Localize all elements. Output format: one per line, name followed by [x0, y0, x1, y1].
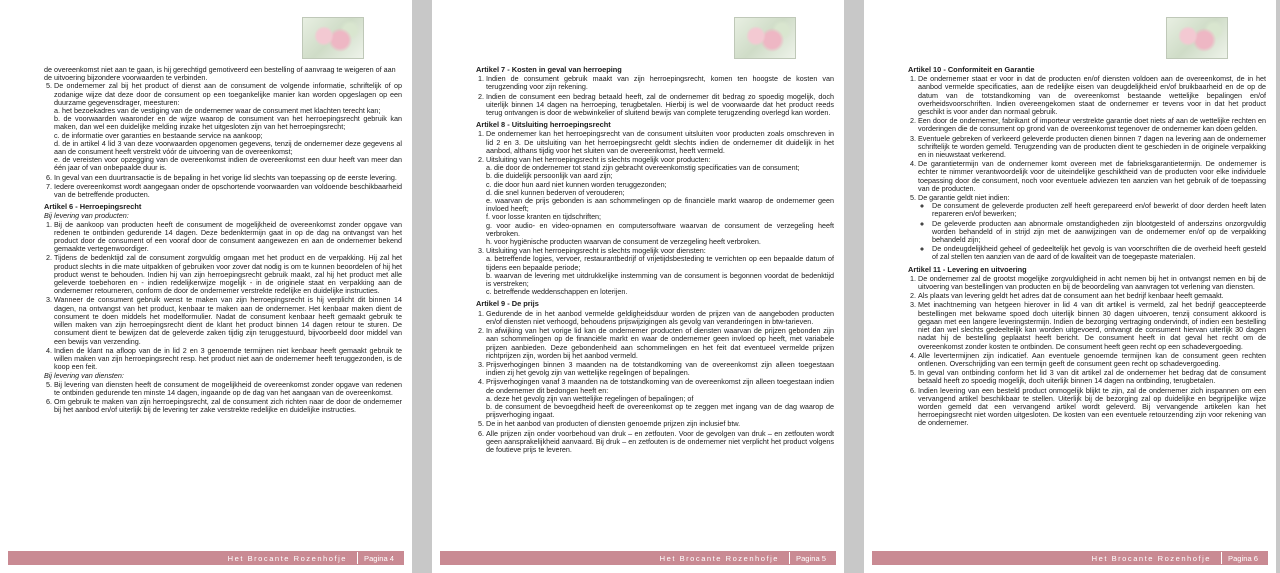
list-item: 2. Uitsluiting van het herroepingsrecht is slechts mogelijk voor producten: a. die door de ondernemer tot stand zijn gebracht overeenkomstig specificaties van de consument; b. die duidelijk persoonlijk van aard zijn; c. die door hun aard niet kunnen worden teruggezonden; d. die snel kunnen bederven of verouderen; e. waarvan de prijs gebonden is aan schommelingen op de financiële markt waarop de ondernemer geen invloed heeft; f. voor losse kranten en tijdschriften; g. voor audio- en video-opnamen en computersoftware waarvan de consument de verzegeling heeft verbroken. h. voor hygiënische producten waarvan de consument de verzegeling heeft verbroken.: [486, 156, 834, 246]
list-item: 3. Eventuele gebreken of verkeerd geleverde producten dienen binnen 7 dagen na levering aan de ondernemer schriftelijk te worden gemeld. Terugzending van de producten dient te geschieden in de originele verpakking en in nieuwstaat verkerend.: [918, 135, 1266, 160]
list-item: 2. Als plaats van levering geldt het adres dat de consument aan het bedrijf kenbaar heeft gemaakt.: [918, 292, 1266, 300]
document-page-5: [432, 0, 844, 573]
list-item: 5. De garantie geldt niet indien: ◦ De consument de geleverde producten zelf heeft gerepareerd en/of bewerkt of door derden heeft laten repareren en/of bewerken; ◦ De geleverde producten aan abnormale omstandigheden zijn blootgesteld of anderszins onzorgvuldig worden behandeld of in strijd zijn met de aanwijzingen van de ondernemer en/of op de verpakking behandeld zijn; ◦ De ondeugdelijkheid geheel of gedeeltelijk het gevolg is van voorschriften die de overheid heeft gesteld of zal stellen ten aanzien van de aard of de kwaliteit van de toegepaste materialen.: [918, 194, 1266, 262]
list-item: 1. Gedurende de in het aanbod vermelde geldigheidsduur worden de prijzen van de aangeboden producten en/of diensten niet verhoogd, behoudens prijswijzigingen als gevolg van veranderingen in btw-tarieven.: [486, 310, 834, 326]
list-item: 7. Iedere overeenkomst wordt aangegaan onder de opschortende voorwaarden van voldoende beschikbaarheid van de betreffende producten.: [54, 183, 402, 199]
article-heading: Artikel 6 - Herroepingsrecht: [44, 202, 142, 212]
list-item: 5. Bij levering van diensten heeft de consument de mogelijkheid de overeenkomst zonder opgave van redenen te ontbinden gedurende ten minste 14 dagen, ingaande op de dag van het aangaan van de overeenkomst.: [54, 381, 402, 397]
list-item: 6. In geval van een duurtransactie is de bepaling in het vorige lid slechts van toepassing op de eerste levering.: [54, 174, 402, 182]
list-item: 4. Prijsverhogingen vanaf 3 maanden na de totstandkoming van de overeenkomst zijn alleen toegestaan indien de ondernemer dit bedongen heeft en: a. deze het gevolg zijn van wettelijke regelingen of bepalingen; of b. de consument de bevoegdheid heeft de overeenkomst op te zeggen met ingang van de dag waarop de prijsverhoging ingaat.: [486, 378, 834, 419]
list-item: 4. Alle levertermijnen zijn indicatief. Aan eventuele genoemde termijnen kan de consument geen rechten ontlenen. Overschrijding van een termijn geeft de consument geen recht op schadevergoeding.: [918, 352, 1266, 368]
bullet-list: [918, 202, 1266, 261]
page-content: [44, 66, 402, 415]
article-heading: Artikel 10 - Conformiteit en Garantie: [908, 65, 1035, 74]
list-item: 1. De ondernemer staat er voor in dat de producten en/of diensten voldoen aan de overeenkomst, de in het aanbod vermelde specificaties, aan de redelijke eisen van deugdelijkheid en/of bruikbaarheid en de op de datum van de totstandkoming van de overeenkomst bestaande wettelijke bepalingen en/of overheidsvoorschriften. Indien overeengekomen staat de ondernemer er tevens voor in dat het product geschikt is voor ander dan normaal gebruik.: [918, 75, 1266, 116]
footer-company: Het Brocante Rozenhofje: [227, 553, 348, 563]
header-rose-image: [1166, 17, 1228, 59]
page-number: Pagina 6: [1228, 553, 1258, 563]
numbered-list: [476, 130, 834, 296]
list-item: 4. Indien de klant na afloop van de in lid 2 en 3 genoemde termijnen niet kenbaar heeft gemaakt gebruik te willen maken van zijn herroepingsrecht resp. het product niet aan de ondernemer heeft teruggezonden, is de koop een feit.: [54, 347, 402, 372]
list-item: ◦ De ondeugdelijkheid geheel of gedeeltelijk het gevolg is van voorschriften die de overheid heeft gesteld of zal stellen ten aanzien van de aard of de kwaliteit van de toegepaste materialen.: [932, 245, 1266, 261]
list-item: 1. De ondernemer zal de grootst mogelijke zorgvuldigheid in acht nemen bij het in ontvangst nemen en bij de uitvoering van bestellingen van producten en bij de beoordeling van aanvragen tot verlening van diensten.: [918, 275, 1266, 291]
article-heading: Artikel 7 - Kosten in geval van herroeping: [476, 65, 622, 74]
list-item: 1. De ondernemer kan het herroepingsrecht van de consument uitsluiten voor producten zoals omschreven in lid 2 en 3. De uitsluiting van het herroepingsrecht geldt slechts indien de ondernemer dit duidelijk in het aanbod, althans tijdig voor het sluiten van de overeenkomst, heeft vermeld.: [486, 130, 834, 155]
footer-company: Het Brocante Rozenhofje: [1091, 553, 1212, 563]
page-content: [908, 66, 1266, 429]
page-footer: [872, 551, 1268, 565]
document-page-6: [864, 0, 1276, 573]
list-item: 2. Indien de consument een bedrag betaald heeft, zal de ondernemer dit bedrag zo spoedig mogelijk, doch uiterlijk binnen 14 dagen na herroeping, terugbetalen. Hierbij is wel de voorwaarde dat het product reeds terug ontvangen is door de webwinkelier of sluitend bewijs van complete terugzending overlegd kan worden.: [486, 93, 834, 118]
footer-company: Het Brocante Rozenhofje: [659, 553, 780, 563]
list-item: 1. Bij de aankoop van producten heeft de consument de mogelijkheid de overeenkomst zonder opgave van redenen te ontbinden gedurende 14 dagen. Deze bedenktermijn gaat in op de dag na ontvangst van het product door de consument of een vooraf door de consument aangewezen en aan de ondernemer bekend gemaakte vertegenwoordiger.: [54, 221, 402, 254]
article-heading: Artikel 9 - De prijs: [476, 299, 539, 309]
list-item: 5. De ondernemer zal bij het product of dienst aan de consument de volgende informatie, schriftelijk of op zodanige wijze dat deze door de consument op een toegankelijke manier kan worden opgeslagen op een duurzame gegevensdrager, meesturen: a. het bezoekadres van de vestiging van de ondernemer waar de consument met klachten terecht kan; b. de voorwaarden waaronder en de wijze waarop de consument van het herroepingsrecht gebruik kan maken, dan wel een duidelijke melding inzake het uitgesloten zijn van het herroepingsrecht; c. de informatie over garanties en bestaande service na aankoop; d. de in artikel 4 lid 3 van deze voorwaarden opgenomen gegevens, tenzij de ondernemer deze gegevens al aan de consument heeft verstrekt vóór de uitvoering van de overeenkomst; e. de vereisten voor opzegging van de overeenkomst indien de overeenkomst een duur heeft van meer dan één jaar of van onbepaalde duur is.: [54, 82, 402, 172]
numbered-list: [908, 75, 1266, 261]
numbered-list: [44, 381, 402, 415]
list-item: ◦ De geleverde producten aan abnormale omstandigheden zijn blootgesteld of anderszins onzorgvuldig worden behandeld of in strijd zijn met de aanwijzingen van de ondernemer en/of op de verpakking behandeld zijn;: [932, 220, 1266, 245]
page-number: Pagina 4: [364, 553, 394, 563]
numbered-list: [908, 275, 1266, 428]
article-heading: Artikel 8 - Uitsluiting herroepingsrecht: [476, 120, 611, 130]
document-page-4: [0, 0, 412, 573]
list-item: 6. Indien levering van een besteld product onmogelijk blijkt te zijn, zal de ondernemer zich inspannen om een vervangend artikel beschikbaar te stellen. Uiterlijk bij de bezorging zal op duidelijke en begrijpelijke wijze worden gemeld dat een vervangend artikel wordt geleverd. Bij vervangende artikelen kan het herroepingsrecht niet worden uitgesloten. De kosten van een eventuele retourzending zijn voor rekening van de ondernemer.: [918, 387, 1266, 428]
list-item: ◦ De consument de geleverde producten zelf heeft gerepareerd en/of bewerkt of door derden heeft laten repareren en/of bewerken;: [932, 202, 1266, 218]
list-item: 3. Met inachtneming van hetgeen hierover in lid 4 van dit artikel is vermeld, zal het bedrijf geaccepteerde bestellingen met bekwame spoed doch uiterlijk binnen 30 dagen uitvoeren, tenzij consument akkoord is gegaan met een langere leveringstermijn. Indien de bezorging vertraging ondervindt, of indien een bestelling niet dan wel slechts gedeeltelijk kan worden uitgevoerd, ontvangt de consument hiervan uiterlijk 30 dagen nadat hij de bestelling geplaatst heeft bericht. De consument heeft in dat geval het recht om de overeenkomst zonder kosten te ontbinden. De consument heeft geen recht op een schadevergoeding.: [918, 301, 1266, 350]
page-footer: [8, 551, 404, 565]
list-item: 6. Alle prijzen zijn onder voorbehoud van druk – en zetfouten. Voor de gevolgen van druk – en zetfouten wordt geen aansprakelijkheid aanvaard. Bij druk – en zetfouten is de ondernemer niet verplicht het product volgens de foutieve prijs te leveren.: [486, 430, 834, 455]
subheading: Bij levering van diensten:: [44, 371, 124, 381]
numbered-list: [476, 310, 834, 454]
list-item: 3. Prijsverhogingen binnen 3 maanden na de totstandkoming van de overeenkomst zijn alleen toegestaan indien zij het gevolg zijn van wettelijke regelingen of bepalingen.: [486, 361, 834, 377]
subheading: Bij levering van producten:: [44, 211, 129, 221]
page-content: [476, 66, 834, 455]
numbered-list: [476, 75, 834, 117]
article-heading: Artikel 11 - Levering en uitvoering: [908, 264, 1027, 274]
list-item: 2. Tijdens de bedenktijd zal de consument zorgvuldig omgaan met het product en de verpakking. Hij zal het product slechts in die mate uitpakken of gebruiken voor zover dat nodig is om te kunnen beoordelen of hij het product wenst te behouden. Indien hij van zijn herroepingsrecht gebruik maakt, zal hij het product met alle geleverde toebehoren en - indien redelijkerwijze mogelijk - in de originele staat en verpakking aan de ondernemer retourneren, conform de door de ondernemer verstrekte redelijke en duidelijke instructies.: [54, 254, 402, 295]
list-item: 2. In afwijking van het vorige lid kan de ondernemer producten of diensten waarvan de prijzen gebonden zijn aan schommelingen op de financiële markt en waar de ondernemer geen invloed op heeft, met variabele prijzen aanbieden. Deze gebondenheid aan schommelingen en het feit dat eventueel vermelde prijzen richtprijzen zijn, worden bij het aanbod vermeld.: [486, 327, 834, 360]
page-number: Pagina 5: [796, 553, 826, 563]
list-item: 6. Om gebruik te maken van zijn herroepingsrecht, zal de consument zich richten naar de door de ondernemer bij het aanbod en/of uiterlijk bij de levering ter zake verstrekte redelijke en duidelijke instructies.: [54, 398, 402, 414]
paragraph: de overeenkomst niet aan te gaan, is hij gerechtigd gemotiveerd een bestelling of aanvraag te weigeren of aan de uitvoering bijzondere voorwaarden te verbinden.: [44, 65, 396, 83]
list-item: 5. De in het aanbod van producten of diensten genoemde prijzen zijn inclusief btw.: [486, 420, 834, 428]
list-item: 4. De garantietermijn van de ondernemer komt overeen met de fabrieksgarantietermijn. De ondernemer is echter te nimmer verantwoordelijk voor de uiteindelijke geschiktheid van de producten voor elke individuele toepassing door de consument, noch voor eventuele adviezen ten aanzien van het gebruik of de toepassing van de producten.: [918, 160, 1266, 193]
page-footer: [440, 551, 836, 565]
header-rose-image: [734, 17, 796, 59]
list-item: 3. Wanneer de consument gebruik wenst te maken van zijn herroepingsrecht is hij verplicht dit binnen 14 dagen, na ontvangst van het product, kenbaar te maken aan de ondernemer. Het kenbaar maken dient de consument te doen middels het modelformulier. Nadat de consument kenbaar heeft gemaakt gebruik te willen maken van zijn herroepingsrecht dient de klant het product binnen 14 dagen retour te sturen. De consument dient te bewijzen dat de geleverde zaken tijdig zijn teruggestuurd, bijvoorbeeld door middel van een bewijs van verzending.: [54, 296, 402, 345]
list-item: 5. In geval van ontbinding conform het lid 3 van dit artikel zal de ondernemer het bedrag dat de consument betaald heeft zo spoedig mogelijk, doch uiterlijk binnen 14 dagen na ontbinding, terugbetalen.: [918, 369, 1266, 385]
numbered-list: [44, 221, 402, 372]
numbered-list: [44, 82, 402, 199]
list-item: 1. Indien de consument gebruik maakt van zijn herroepingsrecht, komen ten hoogste de kosten van terugzending voor zijn rekening.: [486, 75, 834, 91]
list-item: 3. Uitsluiting van het herroepingsrecht is slechts mogelijk voor diensten: a. betreffende logies, vervoer, restaurantbedrijf of vrijetijdsbesteding te verrichten op een bepaalde datum of tijdens een bepaalde periode; b. waarvan de levering met uitdrukkelijke instemming van de consument is begonnen voordat de bedenktijd is verstreken; c. betreffende weddenschappen en loterijen.: [486, 247, 834, 296]
header-rose-image: [302, 17, 364, 59]
list-item: 2. Een door de ondernemer, fabrikant of importeur verstrekte garantie doet niets af aan de wettelijke rechten en vorderingen die de consument op grond van de overeenkomst tegenover de ondernemer kan doen gelden.: [918, 117, 1266, 133]
